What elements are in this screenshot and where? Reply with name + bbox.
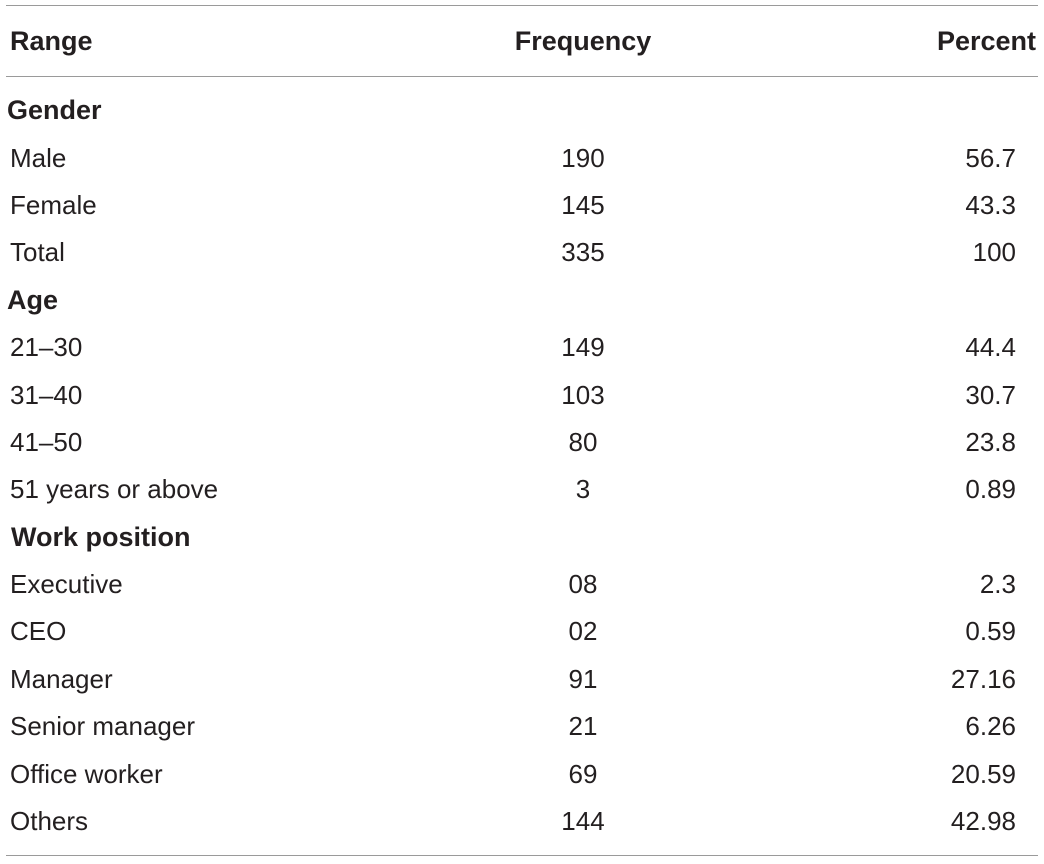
table-row xyxy=(6,466,1038,513)
cell-frequency: 3 xyxy=(575,474,591,505)
cell-frequency: 144 xyxy=(561,806,605,837)
header-spacer xyxy=(6,77,1038,87)
cell-range: Male xyxy=(10,142,67,173)
cell-range: CEO xyxy=(10,616,67,647)
table-header-row xyxy=(6,6,1038,76)
table-row xyxy=(6,750,1038,797)
header-percent: Percent xyxy=(936,25,1036,56)
section-title: Gender xyxy=(7,95,102,126)
table-row xyxy=(6,229,1038,276)
cell-percent: 43.3 xyxy=(965,189,1016,220)
section-title: Age xyxy=(7,284,59,315)
cell-range: Female xyxy=(10,189,97,220)
table-row xyxy=(6,798,1038,845)
cell-range: 31–40 xyxy=(10,379,83,410)
table-row xyxy=(6,371,1038,418)
table-row xyxy=(6,324,1038,371)
cell-frequency: 08 xyxy=(568,569,598,600)
cell-percent: 0.59 xyxy=(965,616,1016,647)
section-row-gender xyxy=(6,87,1038,134)
cell-range: Others xyxy=(10,806,89,837)
cell-frequency: 69 xyxy=(568,758,598,789)
section-title: Work position xyxy=(11,521,191,552)
cell-range: Total xyxy=(10,237,65,268)
cell-percent: 100 xyxy=(972,237,1016,268)
header-frequency: Frequency xyxy=(514,25,652,56)
cell-percent: 27.16 xyxy=(950,663,1016,694)
section-row-age xyxy=(6,277,1038,324)
cell-range: Office worker xyxy=(10,758,163,789)
data-table xyxy=(6,5,1038,856)
table-bottom-rule xyxy=(6,855,1038,856)
cell-percent: 6.26 xyxy=(965,711,1016,742)
table-row xyxy=(6,561,1038,608)
cell-frequency: 02 xyxy=(568,616,598,647)
section-row-work-position xyxy=(6,514,1038,561)
cell-range: 41–50 xyxy=(10,426,83,457)
cell-range: 21–30 xyxy=(10,332,83,363)
table-row xyxy=(6,182,1038,229)
cell-range: Senior manager xyxy=(10,711,195,742)
cell-range: Executive xyxy=(10,569,123,600)
cell-frequency: 103 xyxy=(561,379,605,410)
cell-range: Manager xyxy=(10,663,113,694)
table-row xyxy=(6,608,1038,655)
cell-percent: 0.89 xyxy=(965,474,1016,505)
cell-frequency: 190 xyxy=(561,142,605,173)
cell-frequency: 80 xyxy=(568,426,598,457)
header-range: Range xyxy=(10,25,93,56)
cell-percent: 42.98 xyxy=(950,806,1016,837)
cell-percent: 30.7 xyxy=(965,379,1016,410)
cell-frequency: 145 xyxy=(561,189,605,220)
cell-percent: 56.7 xyxy=(965,142,1016,173)
cell-frequency: 91 xyxy=(568,663,598,694)
cell-frequency: 21 xyxy=(568,711,598,742)
table-row xyxy=(6,703,1038,750)
cell-frequency: 149 xyxy=(561,332,605,363)
cell-percent: 44.4 xyxy=(965,332,1016,363)
cell-range: 51 years or above xyxy=(10,474,219,505)
table-row xyxy=(6,656,1038,703)
cell-frequency: 335 xyxy=(561,237,605,268)
cell-percent: 2.3 xyxy=(979,569,1016,600)
cell-percent: 20.59 xyxy=(950,758,1016,789)
table-row xyxy=(6,134,1038,181)
cell-percent: 23.8 xyxy=(965,426,1016,457)
table-row xyxy=(6,419,1038,466)
